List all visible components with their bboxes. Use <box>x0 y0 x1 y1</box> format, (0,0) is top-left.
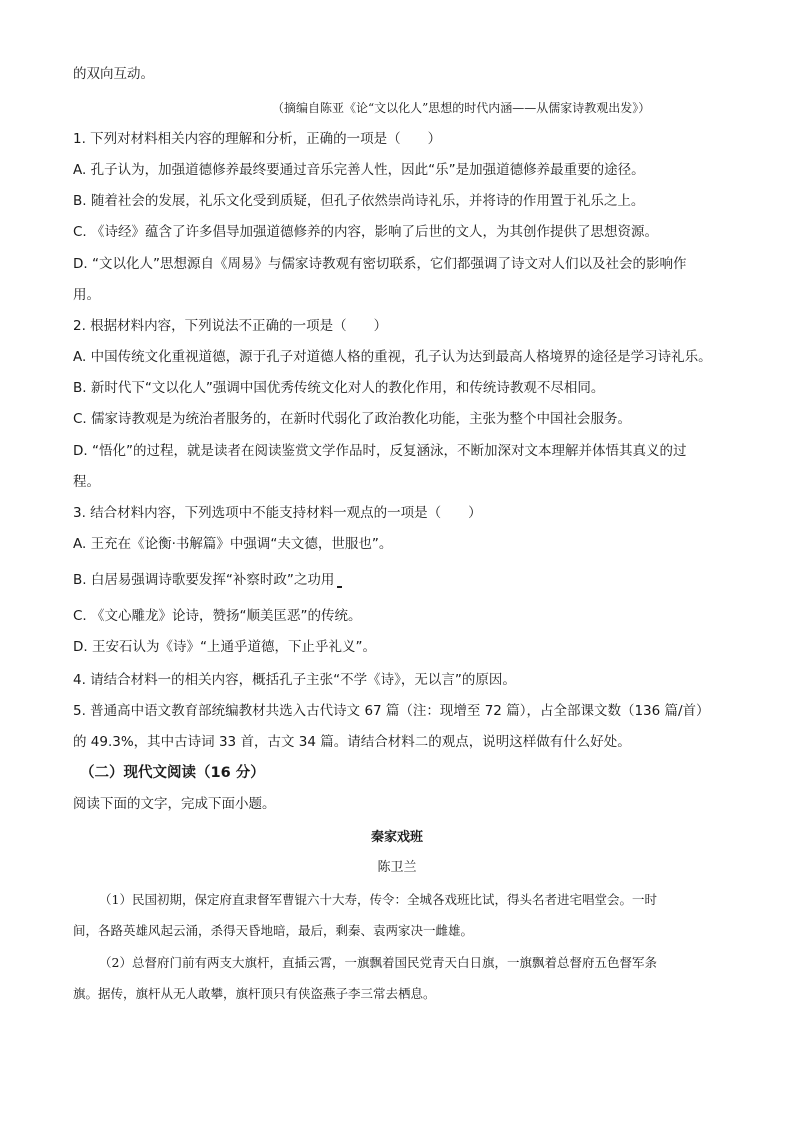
question-3-stem: 3. 结合材料内容，下列选项中不能支持材料一观点的一项是（ ） <box>73 505 482 521</box>
story-paragraph-2-line-2: 旗。据传，旗杆从无人敢攀，旗杆顶只有侠盗燕子李三常去栖息。 <box>73 986 436 1001</box>
question-2-option-c: C. 儒家诗教观是为统治者服务的，在新时代弱化了政治教化功能，主张为整个中国社会服务。 <box>73 411 632 427</box>
source-citation: （摘编自陈亚《论“文以化人”思想的时代内涵——从儒家诗教观出发》） <box>272 101 651 115</box>
question-4-stem: 4. 请结合材料一的相关内容，概括孔子主张“不学《诗》，无以言”的原因。 <box>73 672 516 688</box>
question-2-option-d-cont: 程。 <box>73 474 100 490</box>
question-2-option-d: D. “悟化”的过程，就是读者在阅读鉴赏文学作品时，反复涵泳，不断加深对文本理解并体悟其真义的过 <box>73 443 687 459</box>
question-5-stem: 5. 普通高中语文教育部统编教材共选入古代诗文 67 篇（注：现增至 72 篇），占全部课文数（136 篇/首） <box>73 703 710 719</box>
story-paragraph-1-line-2: 间，各路英雄风起云涌，杀得天昏地暗，最后，剩秦、袁两家决一雌雄。 <box>73 923 474 938</box>
question-3-option-d: D. 王安石认为《诗》“上通乎道德，下止乎礼义”。 <box>73 639 376 655</box>
story-title: 秦家戏班 <box>370 830 423 845</box>
question-1-option-d: D. “文以化人”思想源自《周易》与儒家诗教观有密切联系，它们都强调了诗文对人们以及社会的影响作 <box>73 256 687 272</box>
question-1-option-d-cont: 用。 <box>73 287 100 303</box>
question-2-option-a: A. 中国传统文化重视道德，源于孔子对道德人格的重视，孔子认为达到最高人格境界的途径是学习诗礼乐。 <box>73 349 712 365</box>
story-author: 陈卫兰 <box>377 860 417 875</box>
question-3-option-b-row <box>73 570 342 590</box>
story-paragraph-2-line-1: （2）总督府门前有两支大旗杆，直插云霄，一旗飘着国民党青天白日旗，一旗飘着总督府五色督军条 <box>99 955 657 970</box>
question-1-option-c: C. 《诗经》蕴含了许多倡导加强道德修养的内容，影响了后世的文人，为其创作提供了思想资源。 <box>73 224 659 240</box>
emphasis-mark <box>337 586 342 588</box>
question-5-stem-cont: 的 49.3%，其中古诗词 33 首，古文 34 篇。请结合材料二的观点，说明这样做有什么好处。 <box>73 734 631 750</box>
reading-instruction: 阅读下面的文字，完成下面小题。 <box>73 796 276 812</box>
passage-tail: 的双向互动。 <box>73 66 154 82</box>
section-heading: （二）现代文阅读（16 分） <box>80 765 265 781</box>
question-3-option-a: A. 王充在《论衡·书解篇》中强调“夫文德，世服也”。 <box>73 536 393 552</box>
question-3-option-c: C. 《文心雕龙》论诗，赞扬“顺美匡恶”的传统。 <box>73 608 362 624</box>
question-2-stem: 2. 根据材料内容，下列说法不正确的一项是（ ） <box>73 318 388 334</box>
question-1-stem: 1. 下列对材料相关内容的理解和分析，正确的一项是（ ） <box>73 131 442 147</box>
question-2-option-b: B. 新时代下“文以化人”强调中国优秀传统文化对人的教化作用，和传统诗教观不尽相同。 <box>73 380 605 396</box>
question-1-option-a: A. 孔子认为，加强道德修养最终要通过音乐完善人性，因此“乐”是加强道德修养最重要的途径。 <box>73 162 645 178</box>
question-1-option-b: B. 随着社会的发展，礼乐文化受到质疑，但孔子依然崇尚诗礼乐，并将诗的作用置于礼乐之上。 <box>73 193 645 209</box>
story-paragraph-1-line-1: （1）民国初期，保定府直隶督军曹锟六十大寿，传令：全城各戏班比试，得头名者进宅唱堂会。一时 <box>99 892 657 907</box>
question-3-option-b: B. 白居易强调诗歌要发挥“补察时政”之功用 <box>73 572 335 588</box>
